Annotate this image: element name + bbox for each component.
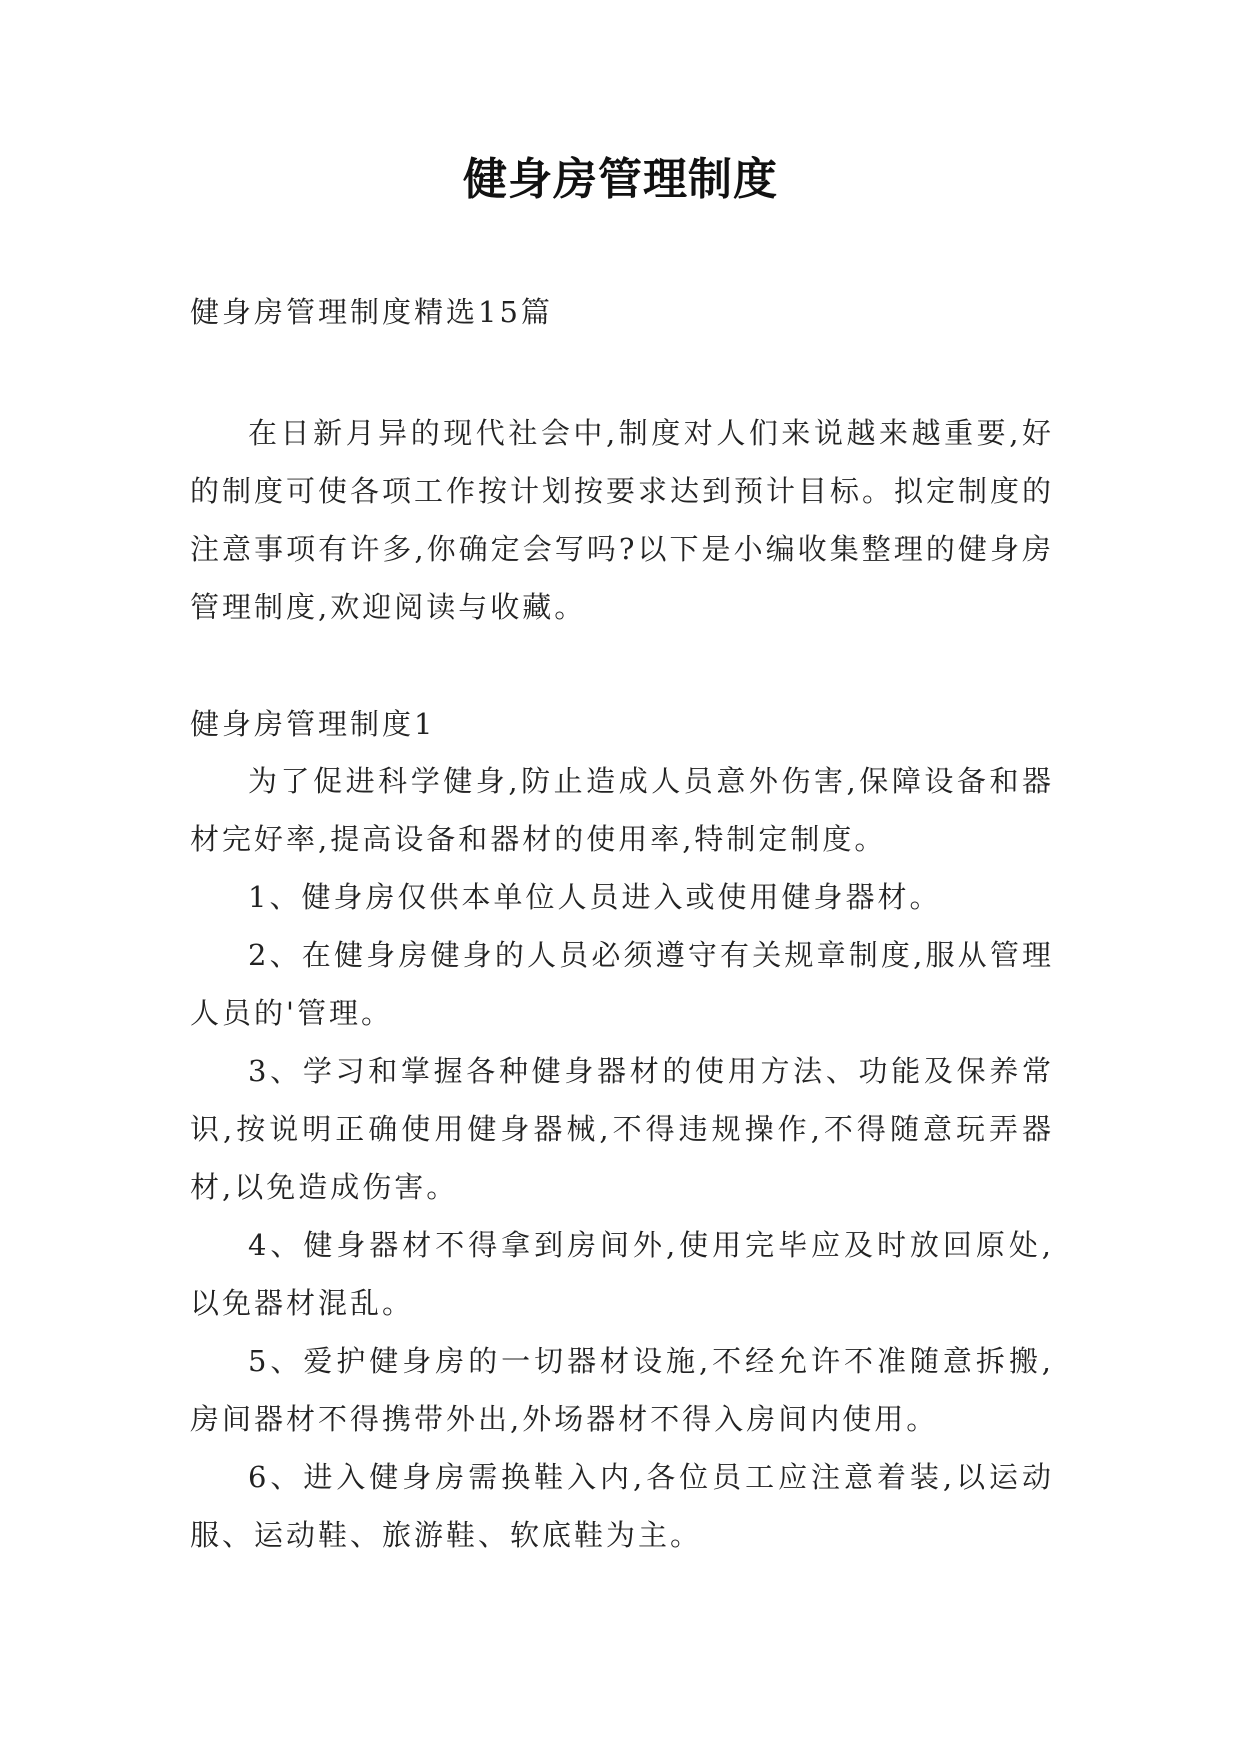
rule-paragraph: 1、健身房仅供本单位人员进入或使用健身器材。 (248, 880, 942, 914)
document-title: 健身房管理制度 (463, 154, 778, 205)
rule-paragraph: 2、在健身房健身的人员必须遵守有关规章制度,服从管理人员的'管理。 (190, 938, 1054, 1030)
intro-block (190, 404, 1054, 636)
section-heading: 健身房管理制度1 (190, 707, 436, 741)
document-subtitle: 健身房管理制度精选15篇 (190, 295, 553, 329)
rule-paragraph: 4、健身器材不得拿到房间外,使用完毕应及时放回原处,以免器材混乱。 (190, 1228, 1054, 1320)
intro-paragraph: 在日新月异的现代社会中,制度对人们来说越来越重要,好的制度可使各项工作按计划按要求达到预计目标。拟定制度的注意事项有许多,你确定会写吗?以下是小编收集整理的健身房管理制度,欢迎阅读与收藏。 (190, 416, 1055, 624)
rule-paragraph: 5、爱护健身房的一切器材设施,不经允许不准随意拆搬,房间器材不得携带外出,外场器材不得入房间内使用。 (190, 1344, 1054, 1436)
rule-paragraph: 6、进入健身房需换鞋入内,各位员工应注意着装,以运动服、运动鞋、旅游鞋、软底鞋为主。 (190, 1460, 1054, 1552)
rules-block (190, 752, 1054, 1564)
rule-paragraph: 3、学习和掌握各种健身器材的使用方法、功能及保养常识,按说明正确使用健身器械,不得违规操作,不得随意玩弄器材,以免造成伤害。 (190, 1054, 1054, 1204)
rule-paragraph: 为了促进科学健身,防止造成人员意外伤害,保障设备和器材完好率,提高设备和器材的使用率,特制定制度。 (190, 764, 1054, 856)
